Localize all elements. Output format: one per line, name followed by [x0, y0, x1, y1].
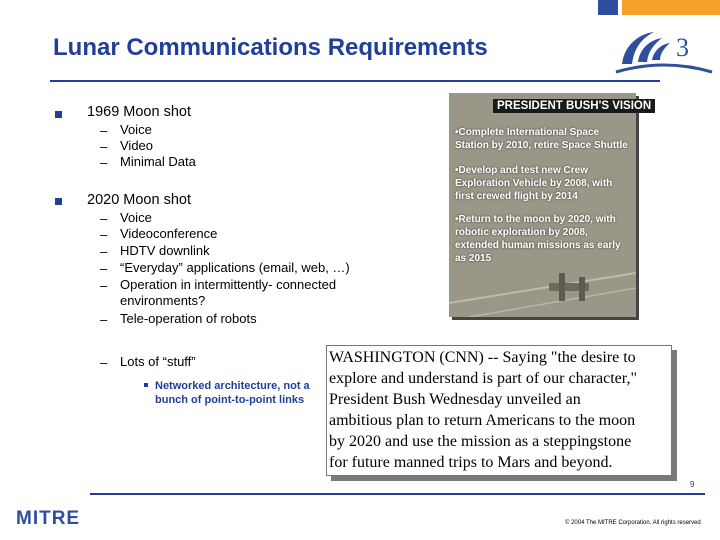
quote-line: for future manned trips to Mars and beyond. — [329, 454, 613, 471]
vision-item: •Develop and test new Crew Exploration Vehicle by 2008, with first crewed flight by 2014 — [455, 165, 613, 202]
quote-line: WASHINGTON (CNN) -- Saying "the desire to — [329, 349, 636, 366]
copyright-text: © 2004 The MITRE Corporation. All rights reserved — [565, 520, 701, 526]
dash-icon: – — [100, 155, 108, 170]
list-item: HDTV downlink — [120, 243, 210, 258]
svg-text:3: 3 — [676, 33, 689, 62]
dash-icon: – — [100, 227, 108, 242]
corner-accent-blue — [598, 0, 618, 15]
quote-line: explore and understand is part of our character," — [329, 370, 637, 387]
vision-item: •Complete International Space Station by 2010, retire Space Shuttle — [455, 127, 628, 151]
dash-icon: – — [100, 261, 108, 276]
section-1969-label: 1969 Moon shot — [87, 104, 191, 120]
dash-icon: – — [100, 278, 108, 293]
dash-icon: – — [100, 123, 108, 138]
dash-icon: – — [100, 139, 108, 154]
vision-title: PRESIDENT BUSH'S VISION — [493, 99, 655, 113]
slide-title: Lunar Communications Requirements — [53, 34, 488, 61]
list-item: Voice — [120, 210, 152, 225]
quote-line: by 2020 and use the mission as a steppingstone — [329, 433, 632, 450]
bullet-square-icon — [55, 198, 62, 205]
vision-item: •Return to the moon by 2020, with robotic exploration by 2008, extended human missions as early as 2015 — [455, 214, 621, 264]
list-item: Tele-operation of robots — [120, 311, 257, 326]
dash-icon: – — [100, 355, 108, 370]
page-number: 9 — [690, 480, 695, 489]
quote-line: ambitious plan to return Americans to the moon — [329, 412, 636, 429]
corner-accent-orange — [622, 0, 720, 15]
vision-image — [449, 93, 652, 317]
bullet-square-icon — [55, 111, 62, 118]
list-item: Minimal Data — [120, 154, 196, 169]
sub-list-item: Networked architecture, not a bunch of point-to-point links — [155, 380, 310, 406]
logo-icon — [614, 26, 714, 78]
cnn-quote-box — [326, 345, 672, 476]
list-item: Videoconference — [120, 226, 218, 241]
quote-line: President Bush Wednesday unveiled an — [329, 391, 581, 408]
dash-icon: – — [100, 244, 108, 259]
list-item: Video — [120, 138, 154, 153]
list-item: Lots of “stuff” — [120, 354, 196, 369]
list-item: Voice — [120, 122, 152, 137]
dash-icon: – — [100, 312, 108, 327]
list-item: Operation in intermittently- connected environments? — [120, 277, 337, 308]
bullet-square-icon — [144, 383, 148, 387]
spacecraft-photo-icon — [449, 243, 636, 317]
section-2020-label: 2020 Moon shot — [87, 192, 191, 208]
title-divider — [50, 80, 660, 82]
list-item: “Everyday” applications (email, web, …) — [120, 260, 350, 275]
dash-icon: – — [100, 211, 108, 226]
footer-divider — [90, 493, 705, 495]
mitre-logo: MITRE — [16, 508, 81, 529]
